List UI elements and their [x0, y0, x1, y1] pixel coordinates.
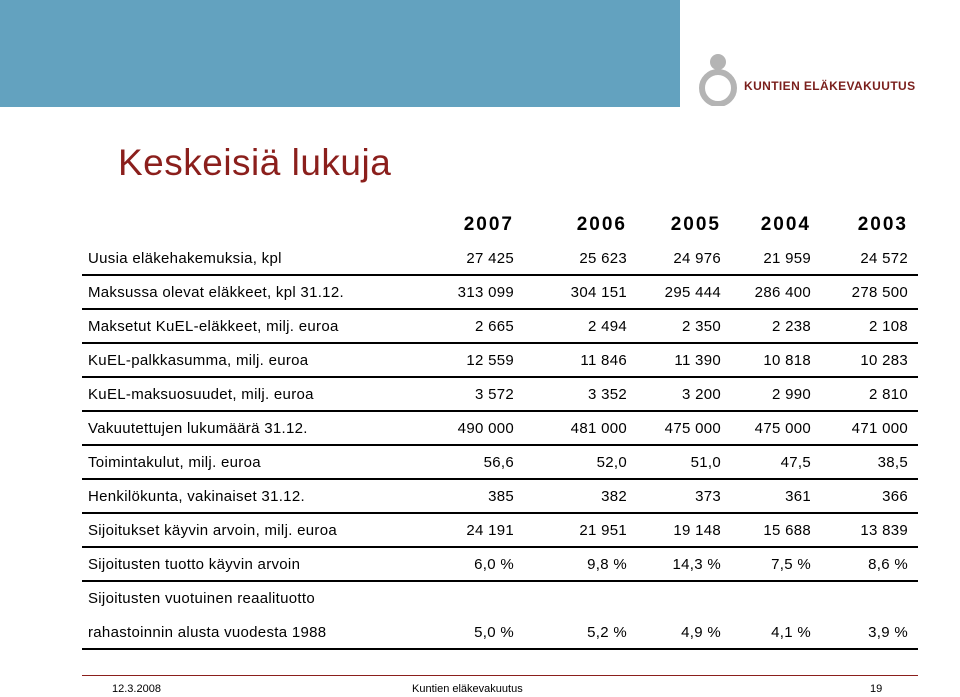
table-cell: 10 283: [860, 352, 908, 369]
table-cell: 278 500: [851, 284, 908, 301]
table-cell: 366: [882, 488, 908, 505]
table-cell: 2 108: [868, 318, 908, 335]
table-cell: 2 494: [587, 318, 627, 335]
row-label: Sijoitusten vuotuinen reaalituotto: [88, 590, 316, 607]
footer-organization: Kuntien eläkevakuutus: [412, 683, 523, 695]
table-cell: 4,1 %: [771, 624, 811, 641]
table-cell: 295 444: [664, 284, 721, 301]
table-cell: 14,3 %: [672, 556, 721, 573]
table-row: [82, 242, 918, 276]
table-cell: 10 818: [763, 352, 811, 369]
table-cell: 2 990: [771, 386, 811, 403]
year-header: 2003: [857, 214, 908, 235]
table-cell: 2 350: [681, 318, 721, 335]
footer-date: 12.3.2008: [112, 683, 161, 695]
table-cell: 8,6 %: [868, 556, 908, 573]
table-cell: 3 572: [474, 386, 514, 403]
table-row: [82, 310, 918, 344]
table-cell: 24 976: [673, 250, 721, 267]
table-cell: 24 191: [466, 522, 514, 539]
table-cell: 38,5: [877, 454, 908, 471]
table-cell: 19 148: [673, 522, 721, 539]
table-cell: 5,2 %: [587, 624, 627, 641]
table-row: [82, 582, 918, 616]
row-label: Henkilökunta, vakinaiset 31.12.: [88, 488, 305, 505]
table-cell: 47,5: [780, 454, 811, 471]
table-cell: 52,0: [596, 454, 627, 471]
table-row: [82, 548, 918, 582]
table-cell: 4,9 %: [681, 624, 721, 641]
table-cell: 382: [601, 488, 627, 505]
table-cell: 3,9 %: [868, 624, 908, 641]
table-cell: 56,6: [483, 454, 514, 471]
row-label: Sijoitusten tuotto käyvin arvoin: [88, 556, 301, 573]
table-cell: 385: [488, 488, 514, 505]
table-row: [82, 480, 918, 514]
year-header: 2004: [760, 214, 811, 235]
table-cell: 7,5 %: [771, 556, 811, 573]
table-cell: 313 099: [457, 284, 514, 301]
table-cell: 24 572: [860, 250, 908, 267]
table-header-row: [82, 208, 918, 242]
table-row: [82, 446, 918, 480]
row-label: rahastoinnin alusta vuodesta 1988: [88, 624, 327, 641]
table-cell: 3 352: [587, 386, 627, 403]
page-title: Keskeisiä lukuja: [118, 142, 392, 183]
table-cell: 15 688: [763, 522, 811, 539]
table-cell: 2 665: [474, 318, 514, 335]
row-label: KuEL-maksuosuudet, milj. euroa: [88, 386, 314, 403]
year-header: 2006: [576, 214, 627, 235]
table-cell: 21 951: [579, 522, 627, 539]
table-row: [82, 378, 918, 412]
table-row: [82, 412, 918, 446]
table-cell: 286 400: [754, 284, 811, 301]
table-cell: 9,8 %: [587, 556, 627, 573]
table-cell: 2 810: [868, 386, 908, 403]
table-cell: 304 151: [570, 284, 627, 301]
table-cell: 361: [785, 488, 811, 505]
year-header: 2005: [670, 214, 721, 235]
table-row: [82, 276, 918, 310]
table-cell: 11 390: [674, 352, 721, 369]
table-cell: 481 000: [570, 420, 627, 437]
table-cell: 11 846: [580, 352, 627, 369]
table-cell: 27 425: [466, 250, 514, 267]
row-label: Toimintakulut, milj. euroa: [88, 454, 261, 471]
table-cell: 471 000: [851, 420, 908, 437]
table-cell: 21 959: [763, 250, 811, 267]
table-cell: 12 559: [466, 352, 514, 369]
row-label: Sijoitukset käyvin arvoin, milj. euroa: [88, 522, 337, 539]
year-header: 2007: [463, 214, 514, 235]
table-cell: 13 839: [860, 522, 908, 539]
table-cell: 25 623: [579, 250, 627, 267]
table-cell: 6,0 %: [474, 556, 514, 573]
table-cell: 51,0: [690, 454, 721, 471]
table-row: [82, 616, 918, 650]
row-label: Vakuutettujen lukumäärä 31.12.: [88, 420, 308, 437]
row-label: KuEL-palkkasumma, milj. euroa: [88, 352, 309, 369]
key-figures-table: [82, 208, 918, 650]
row-label: Maksussa olevat eläkkeet, kpl 31.12.: [88, 284, 344, 301]
table-cell: 3 200: [681, 386, 721, 403]
table-cell: 475 000: [754, 420, 811, 437]
table-cell: 5,0 %: [474, 624, 514, 641]
logo-icon: [697, 52, 739, 106]
page-number: 19: [870, 683, 883, 695]
logo-text: KUNTIEN ELÄKEVAKUUTUS: [744, 79, 916, 93]
table-cell: 475 000: [664, 420, 721, 437]
row-label: Maksetut KuEL-eläkkeet, milj. euroa: [88, 318, 339, 335]
footer-divider: [82, 675, 918, 676]
row-label: Uusia eläkehakemuksia, kpl: [88, 250, 282, 267]
table-cell: 2 238: [771, 318, 811, 335]
table-cell: 490 000: [457, 420, 514, 437]
table-cell: 373: [695, 488, 721, 505]
table-row: [82, 344, 918, 378]
table-row: [82, 514, 918, 548]
